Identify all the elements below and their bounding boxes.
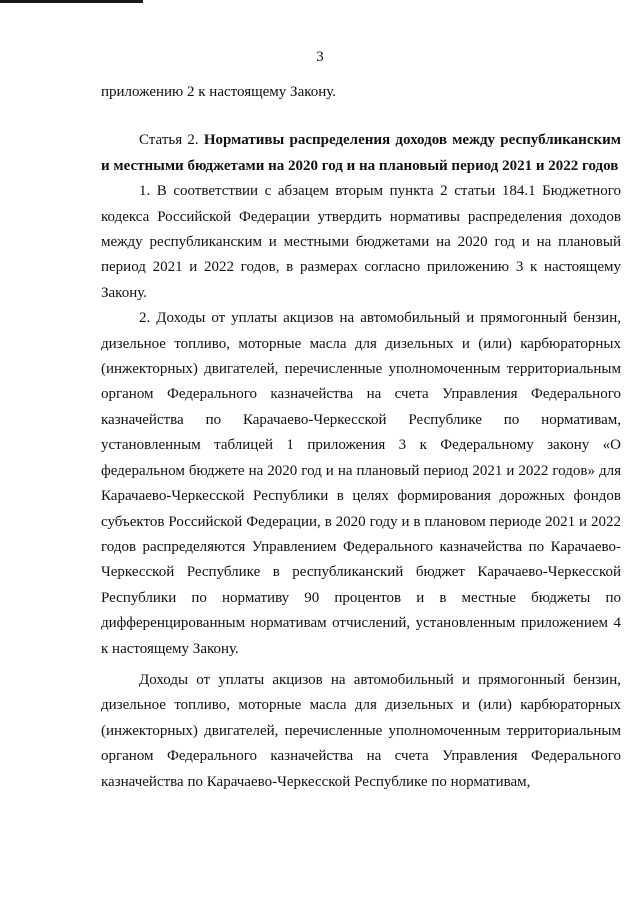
- page-number: 3: [316, 49, 324, 65]
- article-label: Статья 2.: [139, 132, 199, 149]
- top-rule: [0, 0, 143, 3]
- paragraph-2: 2. Доходы от уплаты акцизов на автомобильный и прямогонный бензин, дизельное топливо, моторные масла для дизельных и (или) карбюраторных (инжекторных) двигателей, перечисленные уполномоченным территориальным органом Федерального казначейства на счета Управления Федерального казначейства по Карачаево-Черкесской Республике по нормативам, установленным таблицей 1 приложения 3 к Федеральному закону «О федеральном бюджете на 2020 год и на плановый период 2021 и 2022 годов» для Карачаево-Черкесской Республики в целях формирования дорожных фондов субъектов Российской Федерации, в 2020 году и в плановом периоде 2021 и 2022 годов распределяются Управлением Федерального казначейства по Карачаево-Черкесской Республике в республиканский бюджет Карачаево-Черкесской Республики по нормативу 90 процентов и в местные бюджеты по дифференцированным нормативам отчислений, установленным приложением 4 к настоящему Закону.: [101, 310, 621, 657]
- document-body: [101, 80, 621, 795]
- continuation-text: приложению 2 к настоящему Закону.: [101, 84, 337, 100]
- paragraph-3: Доходы от уплаты акцизов на автомобильный и прямогонный бензин, дизельное топливо, моторные масла для дизельных и (или) карбюраторных (инжекторных) двигателей, перечисленные уполномоченным территориальным органом Федерального казначейства на счета Управления Федерального казначейства по Карачаево-Черкесской Республике по нормативам,: [101, 671, 621, 790]
- article-heading: [101, 128, 621, 179]
- paragraph-1: 1. В соответствии с абзацем вторым пункта 2 статьи 184.1 Бюджетного кодекса Российской Федерации утвердить нормативы распределения доходов между республиканским и местными бюджетами на 2020 год и на плановый период 2021 и 2022 годов, в размерах согласно приложению 3 к настоящему Закону.: [101, 183, 621, 301]
- article-title: Нормативы распределения доходов между республиканским и местными бюджетами на 2020 год и на плановый период 2021 и 2022 годов: [101, 132, 621, 174]
